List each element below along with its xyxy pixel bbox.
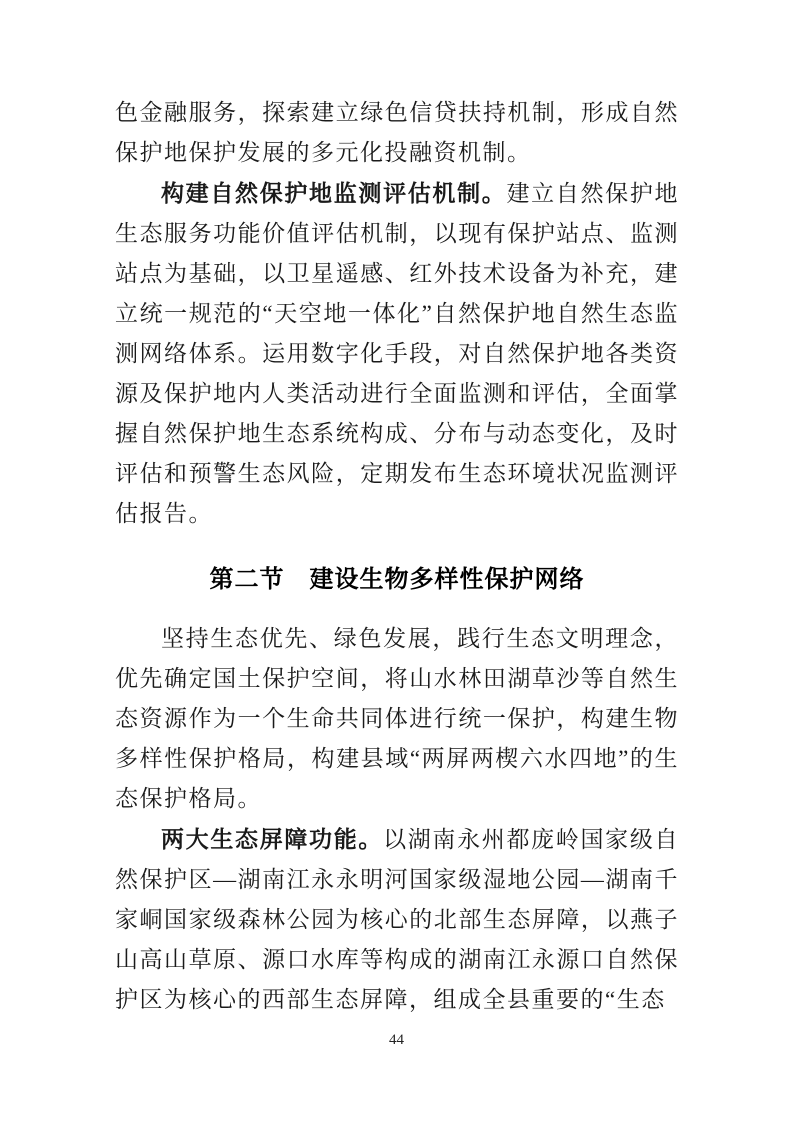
paragraph-biodiversity-pattern bbox=[115, 618, 679, 819]
paragraph-text: 建立自然保护地生态服务功能价值评估机制，以现有保护站点、监测站点为基础，以卫星遥感、红外技术设备为补充，建立统一规范的“天空地一体化”自然保护地自然生态监测网络体系。运用数字化手段，对自然保护地各类资源及保护地内人类活动进行全面监测和评估，全面掌握自然保护地生态系统构成、分布与动态变化，及时评估和预警生态风险，定期发布生态环境状况监测评估报告。 bbox=[115, 181, 680, 526]
paragraph-lead: 构建自然保护地监测评估机制。 bbox=[161, 180, 507, 206]
paragraph-continuation bbox=[115, 92, 679, 173]
text-block bbox=[115, 92, 679, 1020]
section-heading: 第二节 建设生物多样性保护网络 bbox=[209, 566, 585, 593]
paragraph-monitoring-mechanism bbox=[115, 173, 679, 534]
paragraph-lead: 两大生态屏障功能。 bbox=[161, 826, 384, 852]
paragraph-text: 坚持生态优先、绿色发展，践行生态文明理念，优先确定国土保护空间，将山水林田湖草沙等自然生态资源作为一个生命共同体进行统一保护，构建生物多样性保护格局，构建县域“两屏两楔六水四地”的生态保护格局。 bbox=[115, 626, 679, 811]
paragraph-text: 以湖南永州都庞岭国家级自然保护区—湖南江永永明河国家级湿地公园—湖南千家峒国家级森林公园为核心的北部生态屏障，以燕子山高山草原、源口水库等构成的湖南江永源口自然保护区为核心的西部生态屏障，组成全县重要的“生态 bbox=[115, 827, 680, 1012]
paragraph-text: 色金融服务，探索建立绿色信贷扶持机制，形成自然保护地保护发展的多元化投融资机制。 bbox=[115, 100, 679, 165]
paragraph-ecological-barriers bbox=[115, 819, 679, 1020]
page-number: 44 bbox=[389, 1032, 404, 1048]
